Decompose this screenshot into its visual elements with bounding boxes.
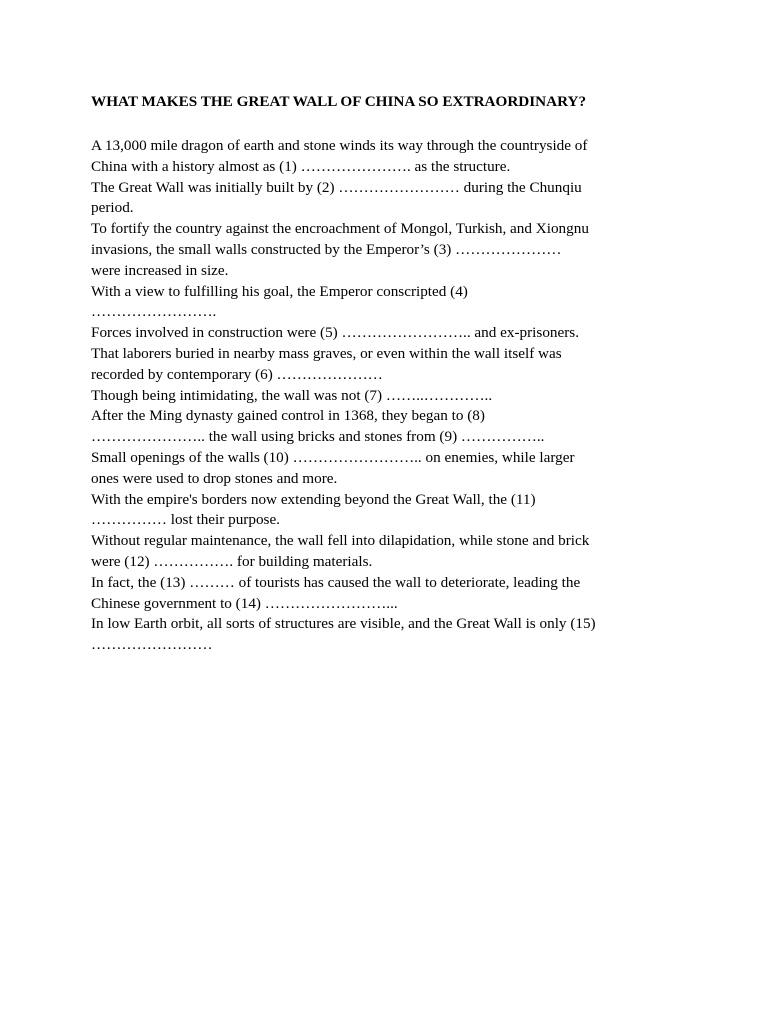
text-line: period. — [91, 199, 134, 217]
text-line: Forces involved in construction were (5) …………………….. and ex-prisoners. — [91, 324, 580, 342]
text-line: With the empire's borders now extending beyond the Great Wall, the (11) — [91, 490, 536, 508]
text-line: ………………….. the wall using bricks and stones from (9) …………….. — [91, 428, 545, 446]
text-line: That laborers buried in nearby mass graves, or even within the wall itself was — [91, 344, 562, 362]
text-line: Though being intimidating, the wall was not (7) ……..………….. — [91, 386, 493, 404]
text-line: In low Earth orbit, all sorts of structures are visible, and the Great Wall is only (15) — [91, 615, 596, 633]
document-title: WHAT MAKES THE GREAT WALL OF CHINA SO EXTRAORDINARY? — [91, 93, 587, 110]
text-line: were increased in size. — [91, 261, 229, 279]
text-line: recorded by contemporary (6) ………………… — [91, 365, 383, 383]
text-line: …………………… — [91, 636, 213, 654]
document-body — [91, 136, 691, 656]
text-line: Small openings of the walls (10) …………………….. on enemies, while larger — [91, 448, 575, 466]
text-line: were (12) ……………. for building materials. — [91, 552, 373, 570]
text-line: Chinese government to (14) ……………………... — [91, 594, 398, 612]
text-line: Without regular maintenance, the wall fell into dilapidation, while stone and brick — [91, 532, 590, 550]
text-line: A 13,000 mile dragon of earth and stone winds its way through the countryside of — [91, 137, 588, 154]
text-line: invasions, the small walls constructed by the Emperor’s (3) ………………… — [91, 240, 562, 258]
text-line: ones were used to drop stones and more. — [91, 469, 338, 487]
text-line: After the Ming dynasty gained control in 1368, they began to (8) — [91, 407, 485, 425]
text-line: China with a history almost as (1) …………………. as the structure. — [91, 157, 511, 175]
text-line: ……………………. — [91, 303, 217, 321]
text-line: …………… lost their purpose. — [91, 511, 280, 529]
text-line: With a view to fulfilling his goal, the Emperor conscripted (4) — [91, 282, 468, 300]
text-line: In fact, the (13) ……… of tourists has caused the wall to deteriorate, leading the — [91, 573, 581, 591]
text-line: To fortify the country against the encroachment of Mongol, Turkish, and Xiongnu — [91, 220, 589, 238]
text-line: The Great Wall was initially built by (2) …………………… during the Chunqiu — [91, 178, 582, 196]
